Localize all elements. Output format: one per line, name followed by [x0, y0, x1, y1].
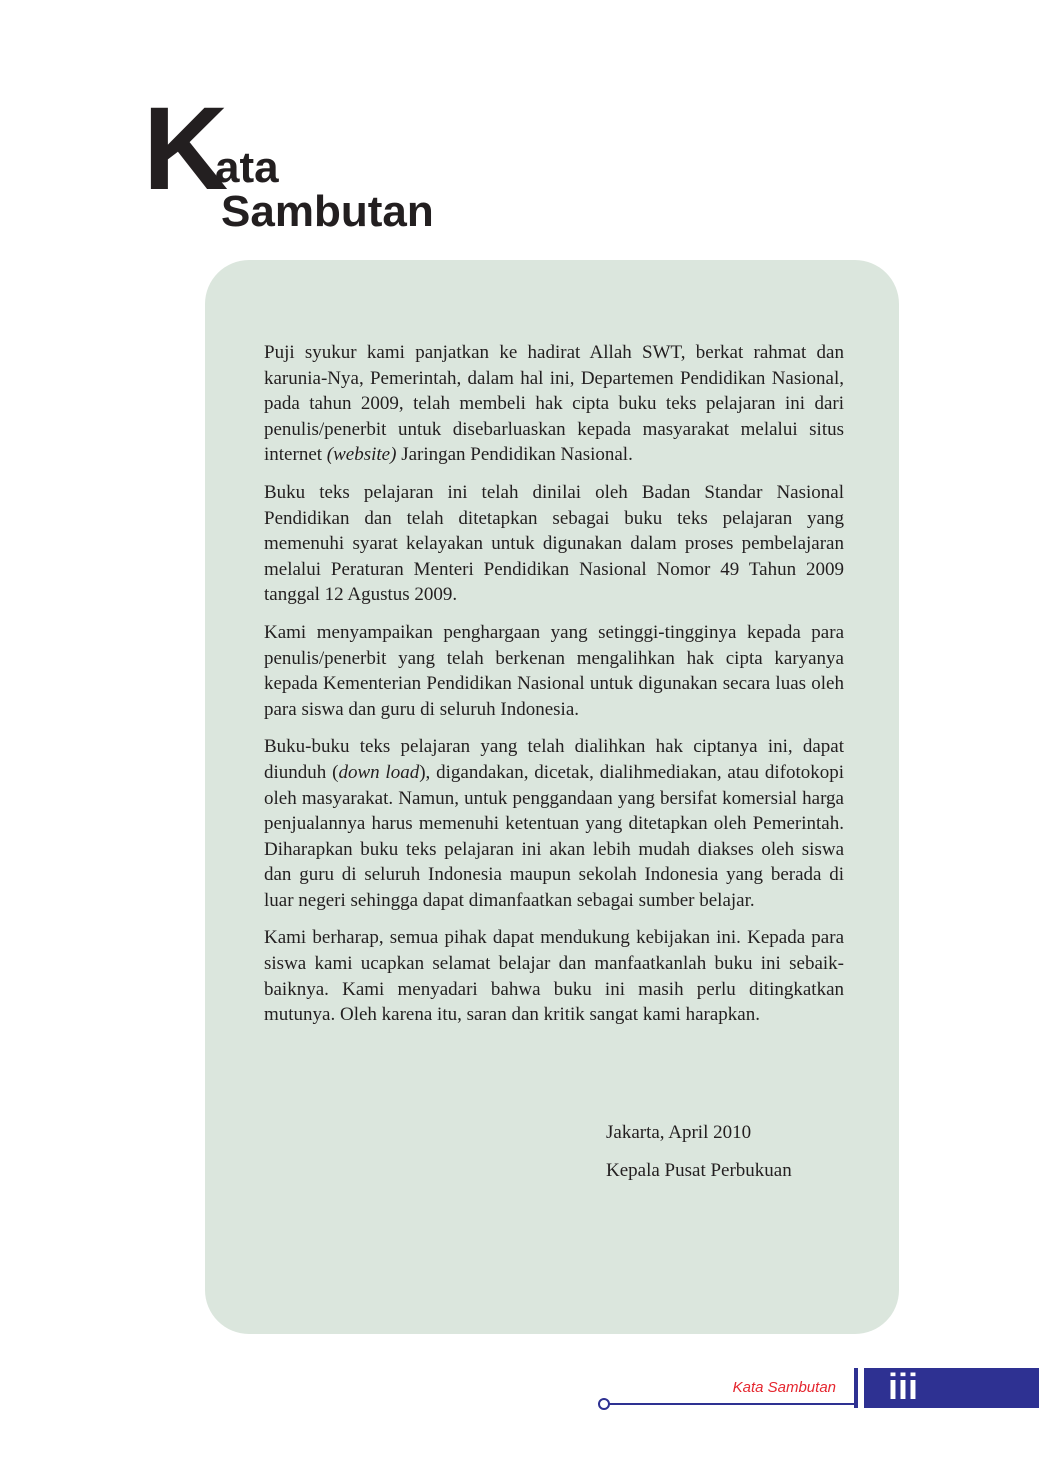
paragraph-1-text: Puji syukur kami panjatkan ke hadirat Allah SWT, berkat rahmat dan karunia-Nya, Pemerintah, dalam hal ini, Departemen Pendidikan Nasional, pada tahun 2009, telah membeli hak cipta buku teks pelajaran ini dari penulis/penerbit untuk disebarluaskan kepada masyarakat melalui situs internet [264, 342, 844, 466]
paragraph-4-text-end: ), digandakan, dicetak, dialihmediakan, atau difotokopi oleh masyarakat. Namun, untuk penggandaan yang bersifat komersial harga penjualannya harus memenuhi ketentuan yang ditetapkan oleh Pemerintah. Diharapkan buku teks pelajaran ini akan lebih mudah diakses oleh siswa dan guru di seluruh Indonesia maupun sekolah Indonesia yang berada di luar negeri sehingga dapat dimanfaatkan sebagai sumber belajar. [264, 761, 845, 911]
paragraph-1 [264, 340, 844, 468]
chapter-heading [143, 83, 563, 248]
page-number: iii [888, 1366, 919, 1407]
signature-block [606, 1120, 866, 1183]
footer-rule [608, 1403, 856, 1405]
heading-line2: Sambutan [221, 187, 434, 236]
paragraph-1-text-end: Jaringan Pendidikan Nasional. [396, 444, 633, 466]
heading-initial: K [143, 83, 229, 215]
body-text [264, 340, 844, 1040]
signature-title: Kepala Pusat Perbukuan [606, 1160, 792, 1181]
footer-section-label: Kata Sambutan [732, 1379, 836, 1396]
heading-rest-line1: ata [215, 143, 279, 192]
paragraph-2: Buku teks pelajaran ini telah dinilai oleh Badan Standar Nasional Pendidikan dan telah ditetapkan sebagai buku teks pelajaran yang memenuhi syarat kelayakan untuk digunakan dalam proses pembelajaran melalui Peraturan Menteri Pendidikan Nasional Nomor 49 Tahun 2009 tanggal 12 Agustus 2009. [264, 481, 844, 606]
paragraph-5: Kami berharap, semua pihak dapat mendukung kebijakan ini. Kepada para siswa kami ucapkan selamat belajar dan manfaatkanlah buku ini sebaik-baiknya. Kami menyadari bahwa buku ini masih perlu ditingkatkan mutunya. Oleh karena itu, saran dan kritik sangat kami harapkan. [264, 927, 844, 1026]
footer-circle-icon [598, 1398, 610, 1410]
paragraph-4-italic: down load [338, 761, 420, 783]
signature-place-date: Jakarta, April 2010 [606, 1122, 752, 1143]
paragraph-1-italic: (website) [326, 444, 397, 466]
paragraph-3: Kami menyampaikan penghargaan yang setinggi-tingginya kepada para penulis/penerbit yang telah berkenan mengalihkan hak cipta karyanya kepada Kementerian Pendidikan Nasional untuk digunakan secara luas oleh para siswa dan guru di seluruh Indonesia. [264, 621, 844, 720]
paragraph-4-text: Buku-buku teks pelajaran yang telah dialihkan hak ciptanya ini, dapat diunduh ( [264, 736, 844, 783]
paragraph-4 [264, 734, 844, 913]
footer-separator [854, 1368, 858, 1408]
